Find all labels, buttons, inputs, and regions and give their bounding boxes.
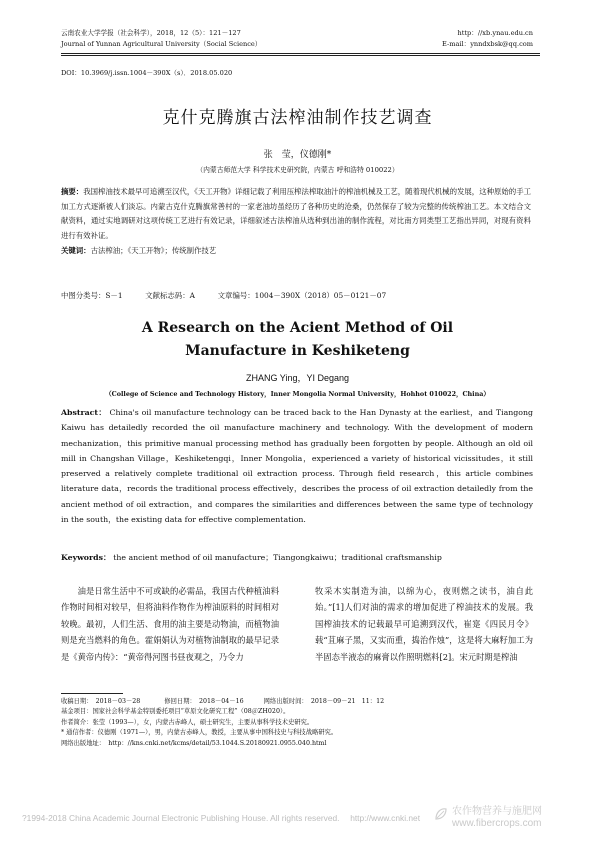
authors-cn: 张 莹，仪德刚* xyxy=(263,150,332,160)
keywords-cn-text: 古法榨油；《天工开物》；传统制作技艺 xyxy=(90,245,217,255)
doi[interactable]: DOI：10.3969/j.issn.1004－390X（s）．2018.05.020 xyxy=(61,69,233,77)
body-right-column xyxy=(315,583,533,665)
affiliation-cn: （内蒙古师范大学 科学技术史研究院，内蒙古 呼和浩特 010022） xyxy=(196,166,399,174)
abstract-en-label: Abstract： xyxy=(61,408,107,417)
abstract-cn xyxy=(61,185,531,259)
title-en-line2: Manufacture in Keshiketeng xyxy=(185,343,410,359)
keywords-en-label: Keywords： xyxy=(61,553,111,562)
journal-url[interactable]: http：//xb.ynau.edu.cn xyxy=(457,29,533,37)
fund-note: 基金项目：国家社会科学基金特别委托项目“草原文化研究工程”（08＠ZH020）。 xyxy=(61,708,290,716)
leaf-icon xyxy=(434,807,448,821)
footnote-dates xyxy=(61,697,536,707)
body-paragraph: 油是日常生活中不可或缺的必需品，我国古代种植油料作物时间相对较早，但将油料作物作为榨油原料的时间相对较晚。最初，人们生活、食用的油主要是动物油，而植物油则是充当燃料的角色。霍娟娟认为对植物油制取的最早记录是《黄帝内传》：“黄帝得河图书昼夜观之，乃令力 xyxy=(61,586,279,662)
footnote-rule xyxy=(61,693,123,694)
footnotes xyxy=(61,697,536,749)
article-no-value: 1004－390X（2018）05－0121－07 xyxy=(254,291,387,300)
keywords-en-text: the ancient method of oil manufacture；Tiangongkaiwu；traditional craftsmanship xyxy=(113,553,442,562)
body-paragraph: 牧采木实制造为油，以绵为心，夜则燃之读书，油自此始。”[1]人们对油的需求的增加促进了榨油技术的发展。我国榨油技术的记载最早可追溯到汉代，崔寔《四民月令》载“苴麻子黑，又实而重，捣治作烛”，这是将大麻籽加工为半固态半液态的麻膏以作照明燃料[2]。宋元时期是榨油 xyxy=(315,586,533,662)
doc-code-value: A xyxy=(189,291,195,300)
abstract-cn-label: 摘要： xyxy=(61,187,84,196)
keywords-cn-label: 关键词： xyxy=(61,245,91,255)
article-no-label: 文章编号： xyxy=(217,291,255,300)
title-cn: 克什克腾旗古法榨油制作技艺调查 xyxy=(162,108,433,128)
affiliation-en: （College of Science and Technology History，Inner Mongolia Normal University，Hohhot 010022，China） xyxy=(105,390,490,398)
watermark-cn: 农作物营养与施肥网 xyxy=(452,806,542,817)
abstract-cn-text: 我国榨油技术最早可追溯至汉代，《天工开物》详细记载了利用压榨法榨取油汁的榨油机械及工艺，随着现代机械的发展，这种原始的手工加工方式逐渐被人们淡忘。内蒙古克什克腾旗常善村的一家老油坊虽经历了各种历史的沧桑，仍然保存了较为完整的传统榨油工艺。本文结合文献资料，通过实地调研对这项传统工艺进行有效记录，详细叙述古法榨油从选种到出油的制作流程，对比南方同类型工艺指出异同，对现有资料进行有效补证。 xyxy=(61,187,531,241)
abstract-en xyxy=(61,405,533,527)
watermark xyxy=(452,806,542,830)
abstract-en-text: China's oil manufacture technology can be traced back to the Han Dynasty at the earliest，and Tiangong Kaiwu has detailedly recorded the oil manufacture machinery and technology. With the development of modern mechanization，this primitive manual processing method has gradually been forgotten by people. Although an old oil mill in Changshan Village，Keshiketengqi，Inner Mongolia，experienced a variety of historical vicissitudes，it still preserved a relatively complete traditional oil extraction process. Through field research，this article combines literature data，records the traditional process effectively，describes the process of oil extraction detailedly from the ancient method of oil extraction，and compares the similarities and differences between the same type of technology in the south，the existing data for effective complementation. xyxy=(61,408,533,525)
online-url-note[interactable]: 网络出版地址： http：//kns.cnki.net/kcms/detail/53.1044.S.20180921.0955.040.html xyxy=(61,739,327,747)
authors-en: ZHANG Ying，YI Degang xyxy=(245,373,350,383)
title-en xyxy=(0,317,595,363)
doc-code-label: 文献标志码： xyxy=(145,291,190,300)
watermark-url: www.fibercrops.com xyxy=(452,818,542,829)
received-date: 收稿日期： 2018－03－28 xyxy=(61,698,141,705)
clc-value: S－1 xyxy=(105,291,123,300)
journal-header-en: Journal of Yunnan Agricultural University（Social Science） xyxy=(61,40,262,48)
journal-header-cn: 云南农业大学学报（社会科学），2018，12（5）：121－127 xyxy=(61,29,241,37)
author-note: 作者简介：张莹（1993—），女，内蒙古赤峰人，硕士研究生，主要从事科学技术史研究。 xyxy=(61,718,314,726)
keywords-en xyxy=(61,552,533,564)
clc-label: 中图分类号： xyxy=(61,291,106,300)
copyright-footer: ?1994-2018 China Academic Journal Electronic Publishing House. All rights reserved. http://www.cnki.net xyxy=(22,813,421,823)
revised-date: 修回日期： 2018－04－16 xyxy=(164,698,244,705)
title-en-line1: A Research on the Acient Method of Oil xyxy=(141,320,454,336)
classification-meta xyxy=(61,290,386,301)
header-rule-top xyxy=(61,53,540,54)
body-left-column xyxy=(61,583,279,665)
header-rule-bottom xyxy=(61,55,540,56)
corresponding-note: * 通信作者：仪德刚（1971—），男，内蒙古赤峰人，教授，主要从事中国科技史与科技战略研究。 xyxy=(61,729,338,737)
journal-email[interactable]: E-mail：ynndxbsk@qq.com xyxy=(442,40,533,48)
online-date: 网络出版时间： 2018－09－21 11：12 xyxy=(263,698,385,705)
